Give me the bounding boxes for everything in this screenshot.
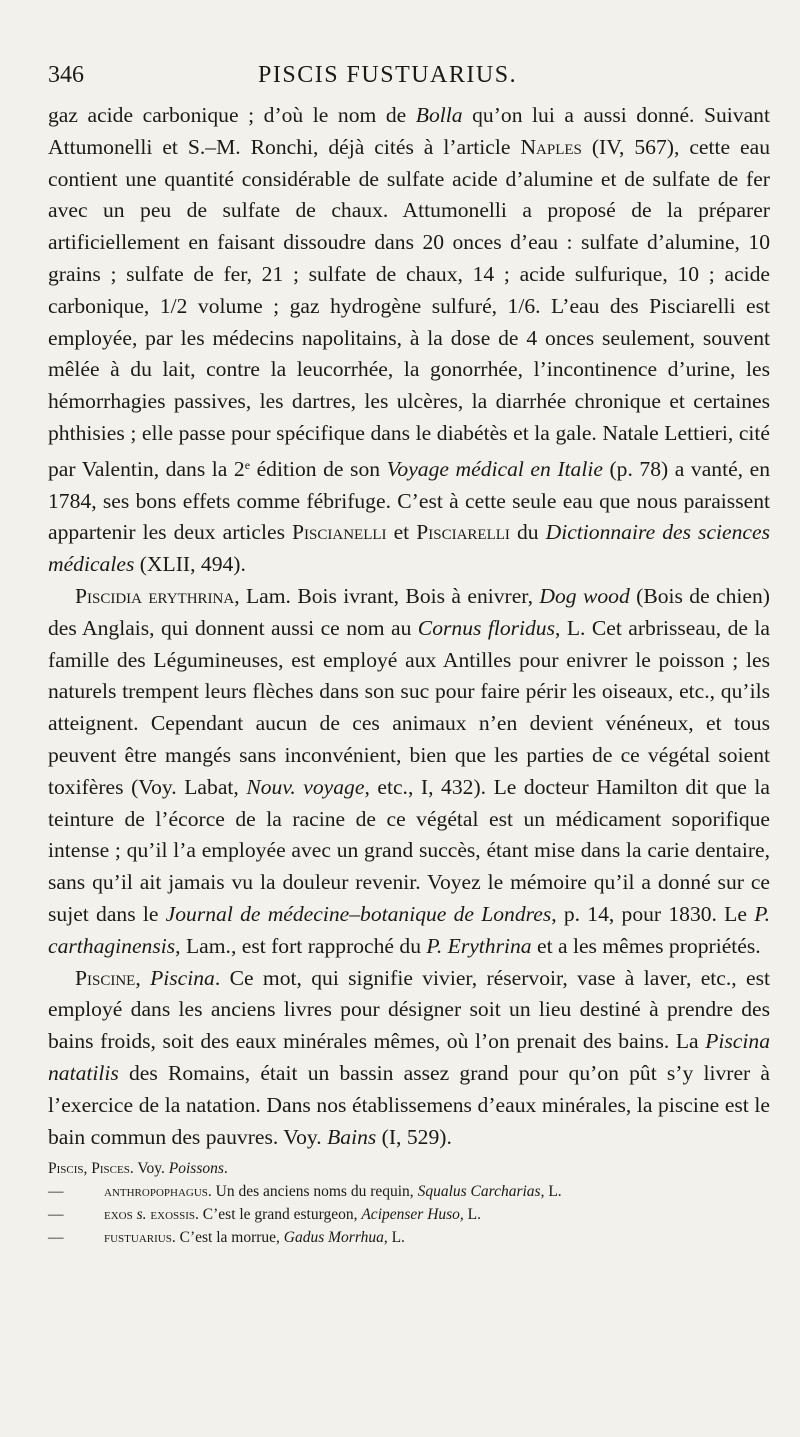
italic-text: Piscina [150,965,215,990]
text-run: gaz acide carbonique ; d’où le nom de [48,103,416,127]
text-run: , L. [459,1206,482,1224]
paragraph-piscidia-erythrina [48,581,770,963]
text-run: édition de son [250,456,387,481]
text-run: qu’on lui a aussi donné. Suivant Attumonelli et S.–M. Ronchi, déjà cités à l’article [48,103,770,159]
text-run: . C’est le grand esturgeon, [195,1206,362,1224]
text-run: , p. 14, pour 1830. Le [551,901,755,926]
text-run: du [509,520,546,545]
article-body [48,100,770,1153]
cross-reference-notes [48,1157,770,1249]
text-run: , etc., I, 432). Le docteur Hamilton dit que la teinture de l’écorce de la racine de ce végétal est un médicament soporifique intense ; qu’il l’a employée avec un grand succès, étant mise dans la carie dentaire, sans qu’il ait jamais vu la douleur revenir. Voyez le mémoire qu’il a donné sur ce sujet dans le [48,774,771,926]
small-caps-text: Piscis, Pisces [48,1160,130,1178]
running-title: PISCIS FUSTUARIUS. [258,62,518,88]
paragraph-pisciarelli [48,100,770,581]
italic-text: Bains [327,1124,377,1149]
text-run: . C’est la morrue, [171,1229,284,1247]
italic-text: Poissons [168,1160,224,1178]
note-line [48,1157,770,1180]
italic-text: Gadus Morrhua [283,1229,384,1247]
italic-text: Dictionnaire des sciences médicales [48,520,770,577]
text-run: , L. [540,1183,562,1201]
text-run: et a les mêmes propriétés. [531,933,761,958]
text-run: , Lam. Bois ivrant, Bois à enivrer, [234,583,540,608]
italic-text: s. [136,1206,147,1224]
note-line [48,1226,770,1249]
text-run: , L. Cet arbrisseau, de la famille des Légumineuses, est employé aux Antilles pour enivrer le poisson ; les naturels trempent leurs flèches dans son suc pour faire périr les oiseaux, etc., qu’ils atteignent. Cependant aucun de ces animaux n’en devient vénéneux, et tous peuvent être mangés sans inconvénient, bien que les parties de ce végétal soient toxifères (Voy. Labat, [48,615,770,799]
small-caps-text: exos [104,1206,137,1224]
text-run: (Bois de chien) des Anglais, qui donnent aussi ce nom au [48,583,770,640]
text-run: , L. [383,1229,405,1247]
text-run: . Ce mot, qui signifie vivier, réservoir, vase à laver, etc., est employé dans les anciens livres pour désigner soit un lieu destiné à prendre des bains froids, soit des eaux minérales mêmes, où l’on prenait des bains. La [48,965,770,1054]
small-caps-text: Piscianelli [292,520,387,545]
italic-text: Bolla [415,103,463,127]
small-caps-text: Piscine [75,965,136,990]
text-run: (p. 78) a vanté, en 1784, ses bons effets comme fébrifuge. C’est à cette seule eau que nous paraissent appartenir les deux articles [48,456,770,545]
italic-text: Voyage médical en Italie [386,456,603,481]
page-header [48,62,770,96]
text-run: des Romains, était un bassin assez grand pour qu’on pût s’y livrer à l’exercice de la natation. Dans nos établissemens d’eaux minérales, la piscine est le bain commun des pauvres. Voy. [48,1060,770,1149]
text-run: et [386,520,417,545]
italic-text: P. Erythrina [426,933,532,958]
italic-text: Nouv. voyage [246,774,365,799]
dash-mark: — [48,1206,64,1224]
paragraph-piscine [48,963,770,1154]
italic-text: Dog wood [539,583,630,608]
small-caps-text: fustuarius [104,1229,172,1247]
italic-text: P. carthaginensis [48,901,770,958]
small-caps-text: Pisciarelli [416,520,510,545]
dash-mark: — [48,1229,64,1247]
italic-text: Acipenser Huso [361,1206,460,1224]
italic-text: Squalus Carcharias [417,1183,541,1201]
text-run: (IV, 567), cette eau contient une quantité considérable de sulfate acide d’alumine et de sulfate de fer avec un peu de sulfate de chaux. Attumonelli a proposé de la préparer artificiellement en faisant dissoudre dans 20 onces d’eau : sulfate d’alumine, 10 grains ; sulfate de fer, 21 ; sulfate de chaux, 14 ; acide sulfurique, 10 ; acide carbonique, 1/2 volume ; gaz hydrogène sulfuré, 1/6. L’eau des Pisciarelli est employée, par les médecins napolitains, à la dose de 4 onces seulement, souvent mêlée à du lait, contre la leucorrhée, la gonorrhée, l’incontinence d’urine, les hémorrhagies passives, les dartres, les ulcères, la diarrhée chronique et certaines phthisies ; elle passe pour spécifique dans le diabétès et la gale. Natale Lettieri, cité par Valentin, dans la 2 [48,134,770,481]
superscript-text: e [244,457,251,472]
text-run: , Lam., est fort rapproché du [175,933,427,958]
small-caps-text: Piscidia erythrina [75,583,235,608]
page-number: 346 [48,62,84,88]
text-run: . Voy. [129,1160,169,1178]
italic-text: Piscina natatilis [48,1029,770,1085]
text-run: (I, 529). [376,1124,452,1149]
small-caps-text: anthropophagus [104,1183,208,1201]
note-line [48,1203,770,1226]
small-caps-text: Naples [520,134,582,159]
note-line [48,1180,770,1203]
dash-mark: — [48,1183,64,1201]
small-caps-text: exossis [146,1206,196,1224]
italic-text: Cornus floridus [417,615,556,640]
italic-text: Journal de médecine–botanique de Londres [165,901,552,926]
text-run: , [135,965,151,990]
text-run: . [223,1160,228,1178]
text-run: . Un des anciens noms du requin, [207,1183,418,1201]
text-run: (XLII, 494). [134,552,246,577]
